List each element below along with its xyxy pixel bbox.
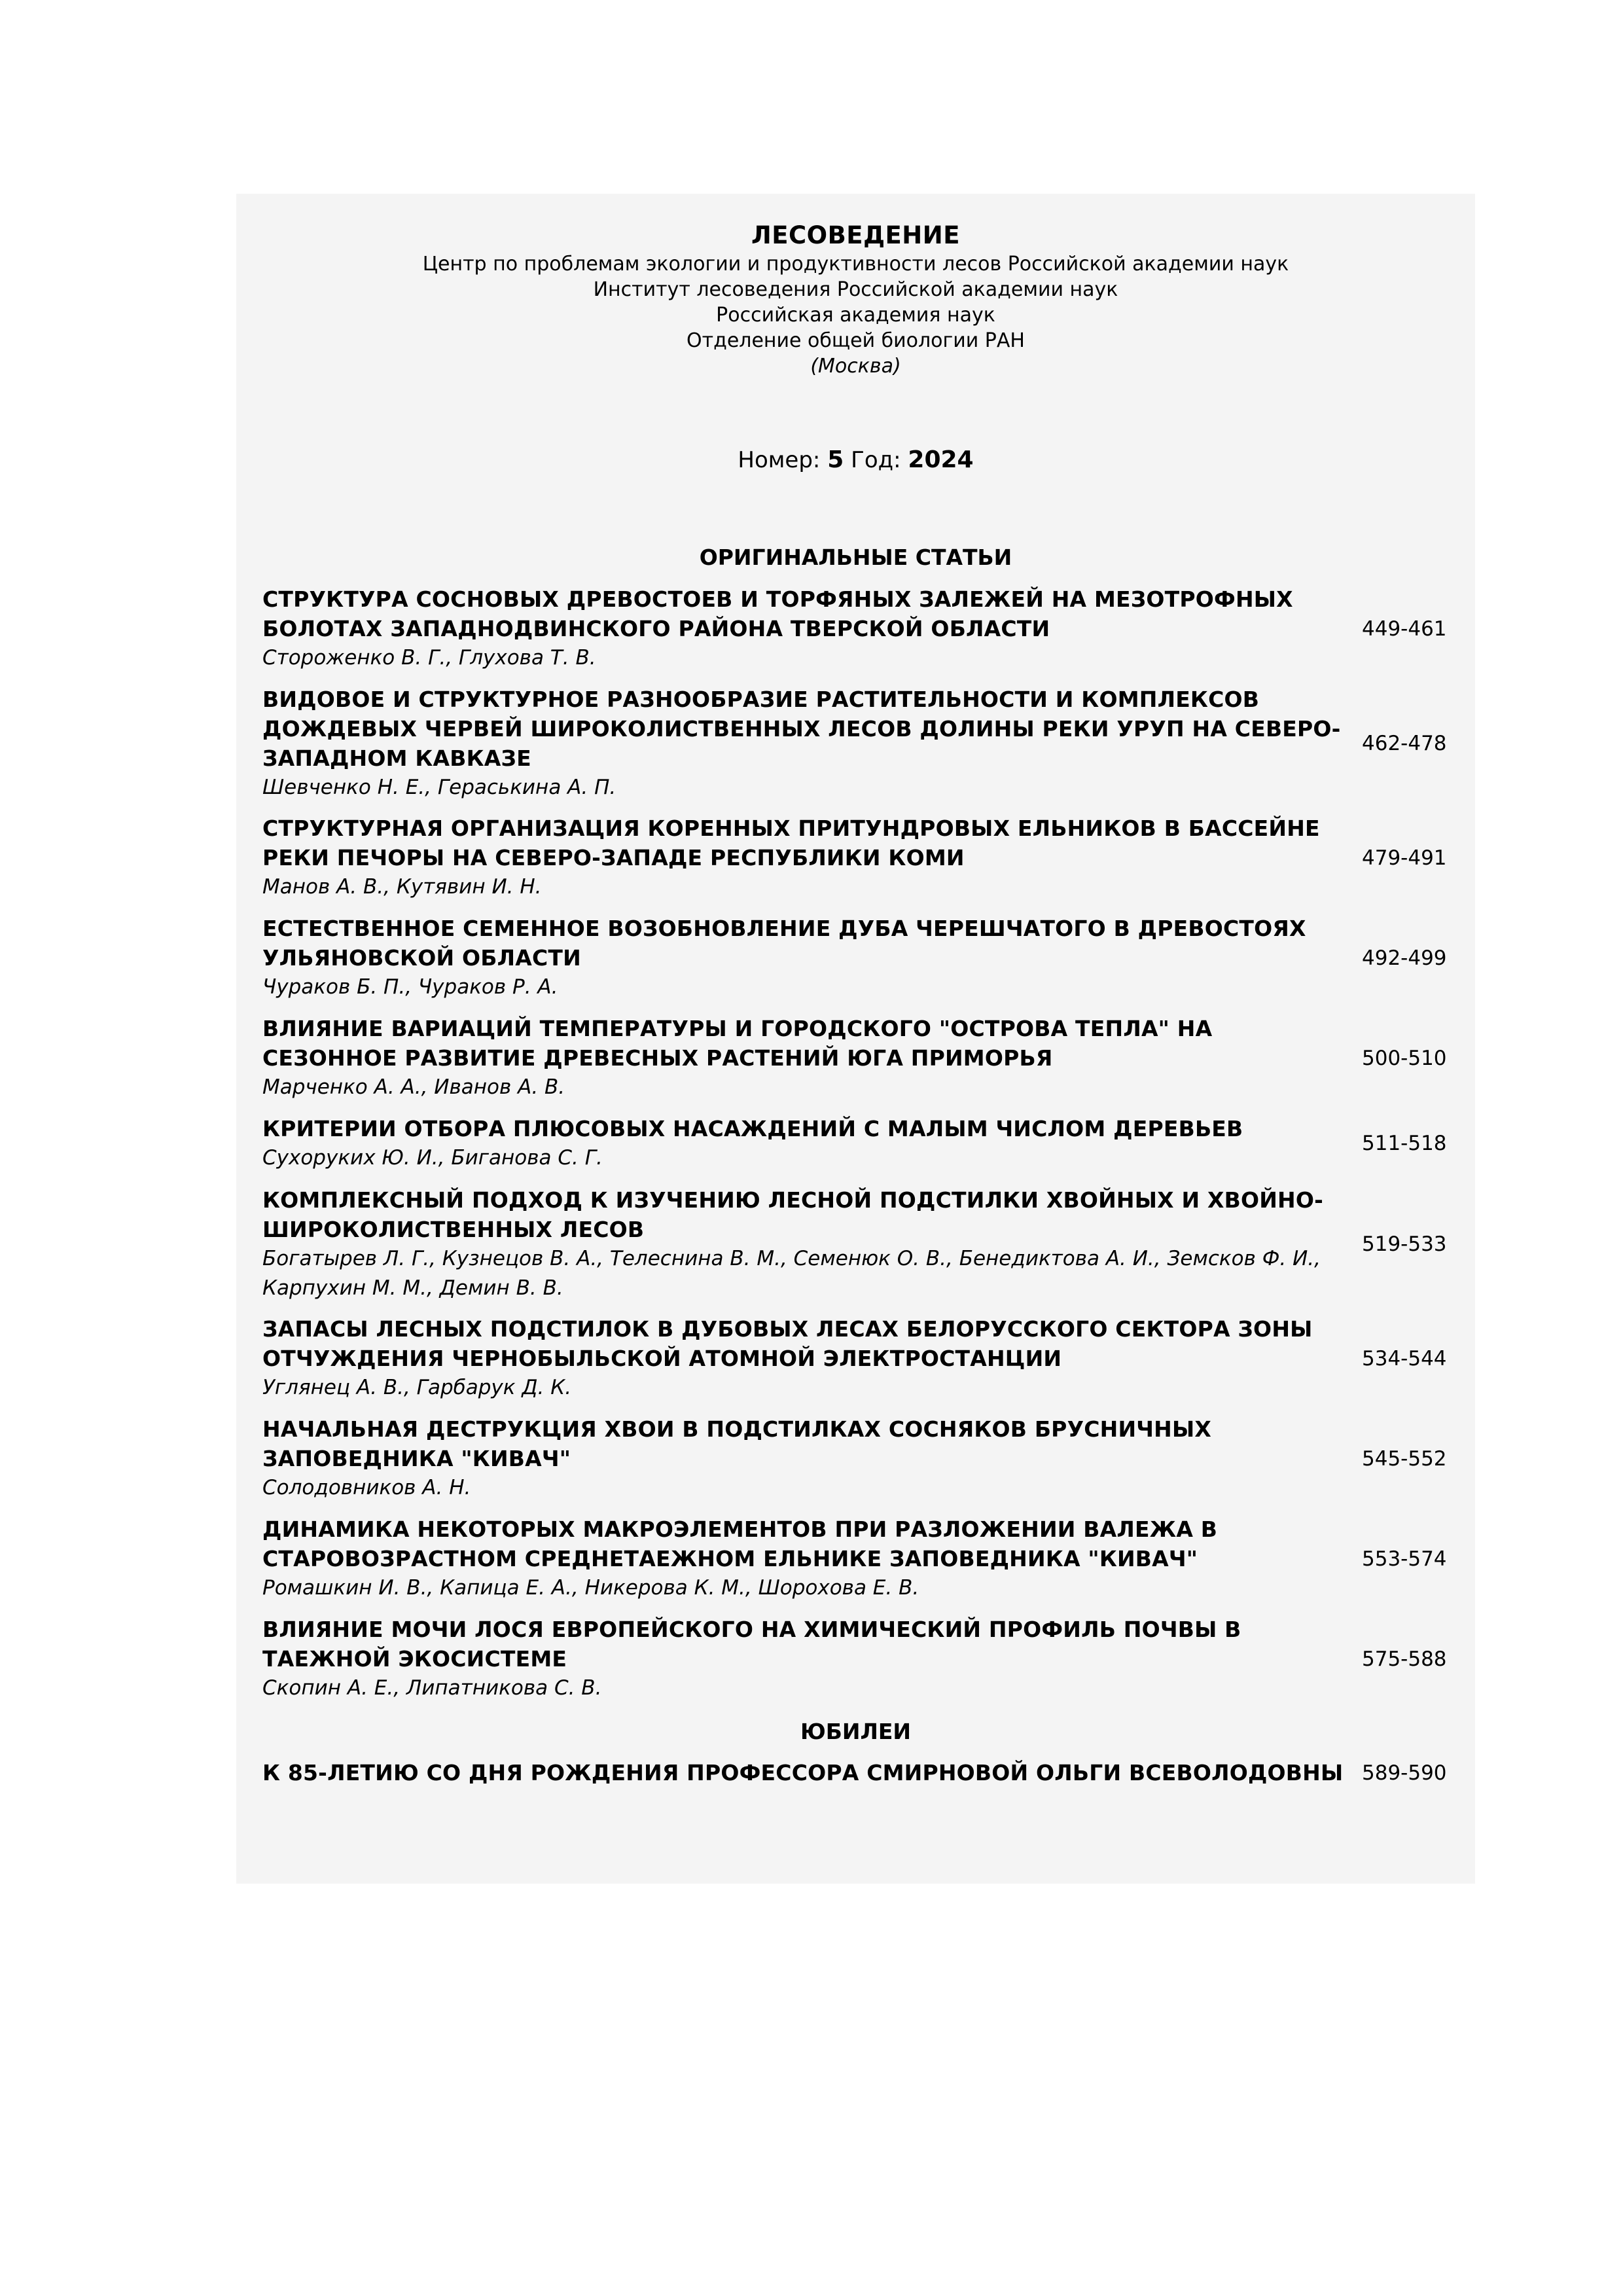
article-entry[interactable] — [262, 1414, 1454, 1503]
article-entry[interactable] — [262, 1014, 1454, 1102]
article-title[interactable]: ДИНАМИКА НЕКОТОРЫХ МАКРОЭЛЕМЕНТОВ ПРИ РАЗЛОЖЕНИИ ВАЛЕЖА В СТАРОВОЗРАСТНОМ СРЕДНЕТАЕЖНОМ ЕЛЬНИКЕ ЗАПОВЕДНИКА "КИВАЧ" — [262, 1516, 1218, 1571]
article-pages: 449-461 — [1362, 617, 1447, 641]
journal-city: (Москва) — [810, 355, 901, 378]
journal-contents-sheet — [236, 194, 1475, 1884]
article-entry[interactable] — [262, 584, 1454, 673]
article-title[interactable]: ВЛИЯНИЕ ВАРИАЦИЙ ТЕМПЕРАТУРЫ И ГОРОДСКОГО "ОСТРОВА ТЕПЛА" НА СЕЗОННОЕ РАЗВИТИЕ ДРЕВЕСНЫХ РАСТЕНИЙ ЮГА ПРИМОРЬЯ — [262, 1016, 1213, 1071]
article-title[interactable]: СТРУКТУРНАЯ ОРГАНИЗАЦИЯ КОРЕННЫХ ПРИТУНДРОВЫХ ЕЛЬНИКОВ В БАССЕЙНЕ РЕКИ ПЕЧОРЫ НА СЕВЕРО-ЗАПАДЕ РЕСПУБЛИКИ КОМИ — [262, 816, 1320, 870]
article-pages: 575-588 — [1362, 1647, 1447, 1671]
article-entry[interactable] — [262, 814, 1454, 902]
issue-info — [236, 446, 1475, 475]
issue-number-label: Номер: — [738, 447, 821, 473]
organization-line: Отделение общей биологии РАН — [687, 329, 1025, 352]
article-pages: 479-491 — [1362, 846, 1447, 870]
article-title[interactable]: КОМПЛЕКСНЫЙ ПОДХОД К ИЗУЧЕНИЮ ЛЕСНОЙ ПОДСТИЛКИ ХВОЙНЫХ И ХВОЙНО-ШИРОКОЛИСТВЕННЫХ ЛЕСОВ — [262, 1187, 1324, 1242]
journal-title: ЛЕСОВЕДЕНИЕ — [751, 221, 961, 249]
article-entry[interactable] — [262, 685, 1454, 802]
article-title[interactable]: К 85-ЛЕТИЮ СО ДНЯ РОЖДЕНИЯ ПРОФЕССОРА СМИРНОВОЙ ОЛЬГИ ВСЕВОЛОДОВНЫ — [262, 1760, 1344, 1785]
organization-line: Российская академия наук — [716, 304, 995, 327]
article-title[interactable]: ЕСТЕСТВЕННОЕ СЕМЕННОЕ ВОЗОБНОВЛЕНИЕ ДУБА ЧЕРЕШЧАТОГО В ДРЕВОСТОЯХ УЛЬЯНОВСКОЙ ОБЛАСТИ — [262, 916, 1306, 971]
article-pages: 545-552 — [1362, 1446, 1447, 1471]
article-authors: Марченко А. А., Иванов А. В. — [262, 1075, 565, 1099]
article-title[interactable]: КРИТЕРИИ ОТБОРА ПЛЮСОВЫХ НАСАЖДЕНИЙ С МАЛЫМ ЧИСЛОМ ДЕРЕВЬЕВ — [262, 1116, 1243, 1141]
article-title[interactable]: СТРУКТУРА СОСНОВЫХ ДРЕВОСТОЕВ И ТОРФЯНЫХ ЗАЛЕЖЕЙ НА МЕЗОТРОФНЫХ БОЛОТАХ ЗАПАДНОДВИНСКОГО РАЙОНА ТВЕРСКОЙ ОБЛАСТИ — [262, 586, 1293, 641]
article-authors: Богатырев Л. Г., Кузнецов В. А., Телеснина В. М., Семенюк О. В., Бенедиктова А. И., Земсков Ф. И., Карпухин М. М., Демин В. В. — [262, 1247, 1321, 1300]
article-entry[interactable] — [262, 1314, 1454, 1403]
article-authors: Шевченко Н. Е., Гераськина А. П. — [262, 776, 616, 799]
section-heading: ЮБИЛЕИ — [800, 1719, 912, 1744]
article-pages: 500-510 — [1362, 1046, 1447, 1070]
article-pages: 589-590 — [1362, 1761, 1447, 1785]
article-authors: Манов А. В., Кутявин И. Н. — [262, 875, 542, 899]
issue-year-label: Год: — [851, 447, 901, 473]
organization-line: Институт лесоведения Российской академии наук — [593, 278, 1118, 301]
article-title[interactable]: НАЧАЛЬНАЯ ДЕСТРУКЦИЯ ХВОИ В ПОДСТИЛКАХ СОСНЯКОВ БРУСНИЧНЫХ ЗАПОВЕДНИКА "КИВАЧ" — [262, 1416, 1211, 1471]
issue-number: 5 — [827, 446, 844, 473]
article-entry[interactable] — [262, 1185, 1454, 1303]
article-pages: 511-518 — [1362, 1132, 1447, 1155]
article-entry[interactable] — [262, 914, 1454, 1002]
article-title[interactable]: ВЛИЯНИЕ МОЧИ ЛОСЯ ЕВРОПЕЙСКОГО НА ХИМИЧЕСКИЙ ПРОФИЛЬ ПОЧВЫ В ТАЕЖНОЙ ЭКОСИСТЕМЕ — [262, 1617, 1241, 1672]
article-title[interactable]: ВИДОВОЕ И СТРУКТУРНОЕ РАЗНООБРАЗИЕ РАСТИТЕЛЬНОСТИ И КОМПЛЕКСОВ ДОЖДЕВЫХ ЧЕРВЕЙ ШИРОКОЛИСТВЕННЫХ ЛЕСОВ ДОЛИНЫ РЕКИ УРУП НА СЕВЕРО-ЗАПАДНОМ КАВКАЗЕ — [262, 687, 1341, 771]
article-title[interactable]: ЗАПАСЫ ЛЕСНЫХ ПОДСТИЛОК В ДУБОВЫХ ЛЕСАХ БЕЛОРУССКОГО СЕКТОРА ЗОНЫ ОТЧУЖДЕНИЯ ЧЕРНОБЫЛЬСКОЙ АТОМНОЙ ЭЛЕКТРОСТАНЦИИ — [262, 1316, 1313, 1371]
article-authors: Солодовников А. Н. — [262, 1476, 471, 1499]
article-authors: Сухоруких Ю. И., Биганова С. Г. — [262, 1146, 603, 1170]
article-pages: 553-574 — [1362, 1547, 1447, 1571]
section-heading: ОРИГИНАЛЬНЫЕ СТАТЬИ — [699, 545, 1012, 570]
article-authors: Ромашкин И. В., Капица Е. А., Никерова К. М., Шорохова Е. В. — [262, 1576, 919, 1600]
article-entry[interactable] — [262, 1515, 1454, 1603]
issue-year: 2024 — [908, 446, 974, 473]
journal-header — [236, 220, 1475, 379]
article-entry[interactable] — [262, 1615, 1454, 1703]
organization-line: Центр по проблемам экологии и продуктивности лесов Российской академии наук — [422, 253, 1289, 276]
article-pages: 462-478 — [1362, 732, 1447, 755]
article-authors: Чураков Б. П., Чураков Р. А. — [262, 975, 558, 999]
article-authors: Скопин А. Е., Липатникова С. В. — [262, 1676, 602, 1700]
article-pages: 534-544 — [1362, 1346, 1447, 1371]
article-authors: Стороженко В. Г., Глухова Т. В. — [262, 646, 596, 670]
article-pages: 492-499 — [1362, 946, 1447, 970]
article-entry[interactable] — [262, 1114, 1454, 1173]
article-pages: 519-533 — [1362, 1232, 1447, 1256]
article-authors: Углянец А. В., Гарбарук Д. К. — [262, 1376, 572, 1399]
article-entry[interactable] — [262, 1758, 1454, 1787]
